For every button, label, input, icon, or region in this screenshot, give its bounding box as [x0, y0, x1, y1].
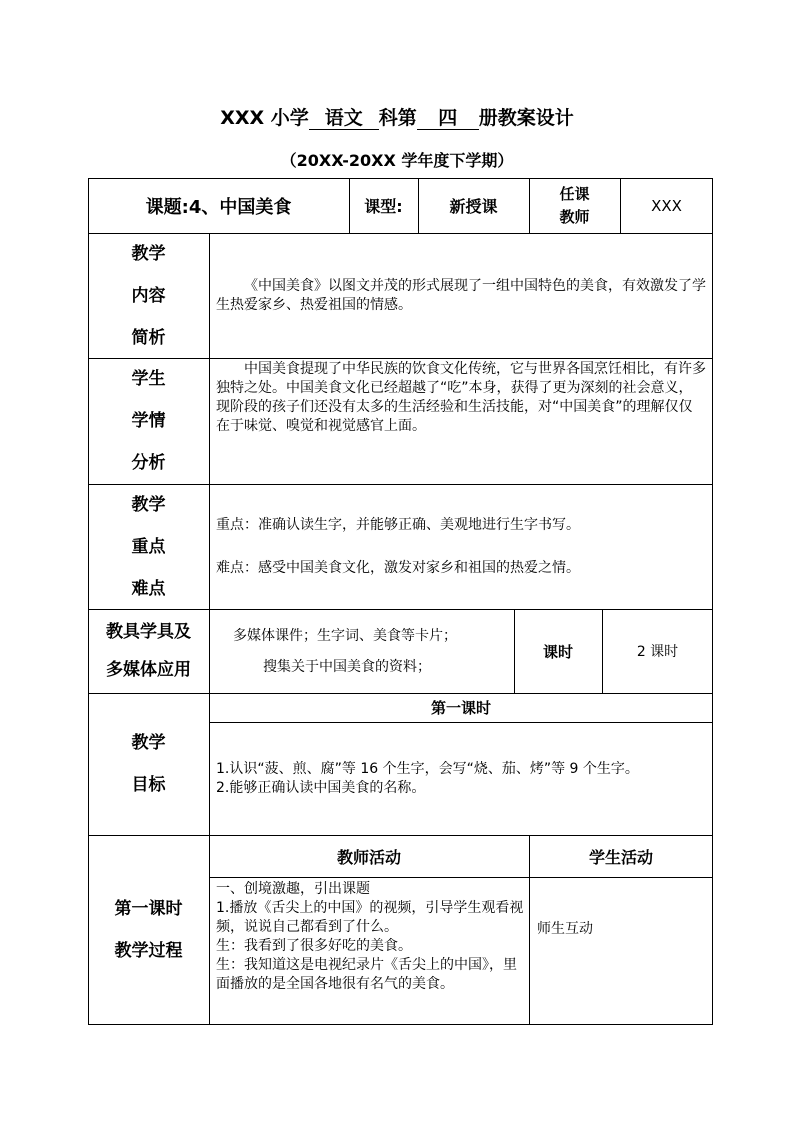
student-activity-text: 师生互动 [537, 921, 593, 937]
lesson-type-label: 课型: [364, 197, 403, 216]
objectives-label [88, 693, 209, 835]
label-line: 简析 [131, 327, 166, 348]
teacher-label-line-1: 任课 [559, 184, 590, 203]
media-line-2: 搜集关于中国美食的资料； [263, 659, 431, 675]
student-analysis-text: 中国美食提现了中华民族的饮食文化传统，它与世界各国烹饪相比，有许多独特之处。中国美食文化已经超越了“吃”本身，获得了更为深刻的社会意义，现阶段的孩子们还没有太多的生活经验和生活技能，对“中国美食”的理解仅仅在于味觉、嗅觉和视觉感官上面。 [216, 361, 706, 434]
objective-item-1: 1.认识“菠、煎、腐”等 16 个生字，会写“烧、茄、烤”等 9 个生字。 [216, 761, 639, 777]
process-label-line-1: 第一课时 [114, 898, 183, 919]
label-line: 分析 [131, 453, 166, 473]
title-suffix: 册教案设计 [478, 107, 574, 129]
teacher-activity-content [216, 880, 524, 994]
process-label-line-2: 教学过程 [114, 940, 183, 961]
teacher-activity-line: 生：我看到了很多好吃的美食。 [216, 938, 412, 954]
class-hours-label: 课时 [542, 642, 573, 661]
label-line: 难点 [131, 578, 166, 599]
label-line: 学情 [131, 411, 166, 431]
key-focus-text: 重点：准确认读生字，并能够正确、美观地进行生字书写。 [216, 517, 580, 533]
teacher-activity-line: 1.播放《舌尖上的中国》的视频，引导学生观看视频，说说自己都看到了什么。 [216, 900, 524, 935]
label-line: 重点 [131, 536, 166, 557]
column-divider [209, 233, 210, 1024]
media-line-1: 多媒体课件；生字词、美食等卡片； [233, 628, 457, 644]
class-hours-value: 2 课时 [636, 644, 679, 660]
row-divider [209, 877, 713, 878]
label-line: 目标 [131, 775, 166, 795]
student-analysis-label [88, 358, 209, 484]
lesson-title: 课题:4、中国美食 [145, 196, 292, 218]
lesson-type-value: 新授课 [449, 197, 498, 216]
document-title [0, 106, 794, 130]
teacher-activity-line: 一、创境激趣，引出课题 [216, 881, 370, 897]
label-line: 教学 [131, 733, 166, 753]
content-analysis-label [88, 233, 209, 358]
teacher-activity-header: 教师活动 [336, 847, 401, 867]
row-divider [209, 722, 713, 723]
key-difficulty-text: 难点：感受中国美食文化，激发对家乡和祖国的热爱之情。 [216, 560, 580, 576]
media-label-line-2: 多媒体应用 [106, 660, 191, 680]
objectives-session-title: 第一课时 [430, 699, 491, 717]
student-activity-header: 学生活动 [588, 847, 653, 867]
teacher-label [529, 178, 620, 233]
content-analysis-text: 《中国美食》以图文并茂的形式展现了一组中国特色的美食，有效激发了学生热爱家乡、热爱祖国的情感。 [216, 278, 706, 313]
label-line: 学生 [131, 369, 166, 389]
media-label [88, 609, 209, 693]
volume-blank: 四 [417, 107, 479, 130]
media-label-line-1: 教具学具及 [106, 622, 191, 642]
school-name: XXX 小学 [220, 107, 309, 129]
key-points-label [88, 484, 209, 609]
term-subtitle: （20XX-20XX 学年度下学期） [280, 151, 514, 170]
teacher-label-line-2: 教师 [559, 207, 590, 226]
subject-blank: 语文 [309, 107, 379, 130]
label-line: 内容 [131, 285, 166, 306]
objective-item-2: 2.能够正确认读中国美食的名称。 [216, 780, 426, 796]
label-line: 教学 [131, 243, 166, 264]
title-ke-di: 科第 [378, 107, 417, 129]
teacher-name: XXX [651, 196, 682, 215]
teacher-activity-line: 生：我知道这是电视纪录片《舌尖上的中国》，里面播放的是全国各地很有名气的美食。 [216, 957, 517, 992]
label-line: 教学 [131, 494, 166, 515]
process-label [88, 835, 209, 1024]
